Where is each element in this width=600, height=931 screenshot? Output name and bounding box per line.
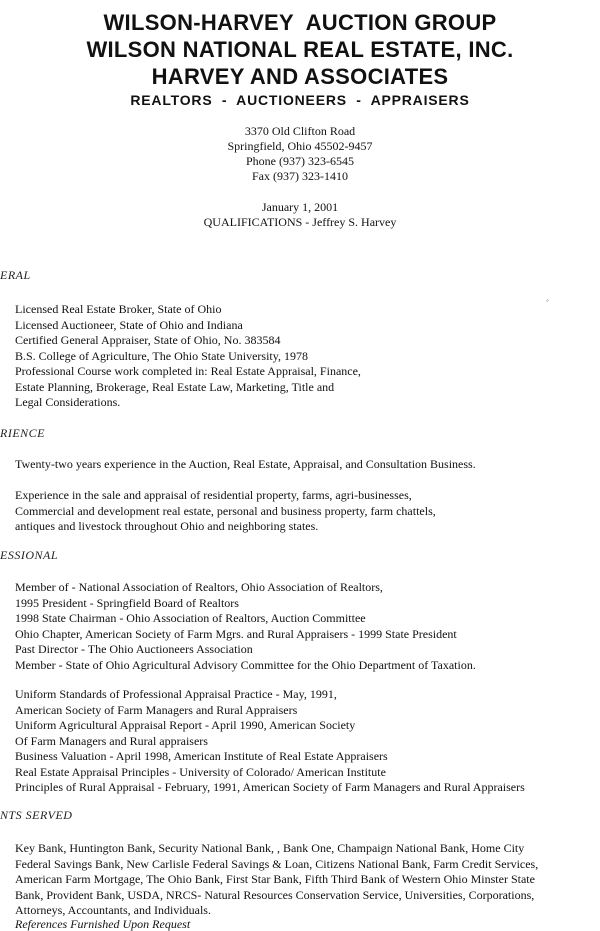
experience-summary: Twenty-two years experience in the Auction, Real Estate, Appraisal, and Consultation Business. — [15, 457, 476, 471]
professional-courses: Uniform Standards of Professional Appraisal Practice - May, 1991, American Society of Farm Managers and Rural Appraisers Uniform Agricultural Appraisal Report - April 1990, American Society Of Farm Managers and Rural appraisers Business Valuation - April 1998, American Institute of Real Estate Appraisers Real Estate Appraisal Principles - University of Colorado/ American Institute Principles of Rural Appraisal - February, 1991, American Society of Farm Managers and Rural Appraisers — [15, 687, 525, 794]
company-name-3: HARVEY AND ASSOCIATES — [151, 64, 449, 89]
experience-details: Experience in the sale and appraisal of residential property, farms, agri-businesses, Commercial and development real estate, personal and business property, farm chattels, antiques and livestock throughout Ohio and neighboring states. — [15, 488, 436, 533]
letterhead — [0, 0, 600, 109]
company-name-1: WILSON-HARVEY AUCTION GROUP — [103, 10, 497, 35]
professional-memberships: Member of - National Association of Realtors, Ohio Association of Realtors, 1995 President - Springfield Board of Realtors 1998 State Chairman - Ohio Association of Realtors, Auction Committee Ohio Chapter, American Society of Farm Mgrs. and Rural Appraisers - 1999 State President Past Director - The Ohio Auctioneers Association Member - State of Ohio Agricultural Advisory Committee for the Ohio Department of Taxation. — [15, 580, 476, 672]
address-block — [0, 124, 600, 184]
general-qualifications-list: Licensed Real Estate Broker, State of Ohio Licensed Auctioneer, State of Ohio and Indiana Certified General Appraiser, State of Ohio, No. 383584 B.S. College of Agriculture, The Ohio State University, 1978 Professional Course work completed in: Real Estate Appraisal, Finance, Estate Planning, Brokerage, Real Estate Law, Marketing, Title and Legal Considerations. — [15, 302, 361, 409]
fax-number: Fax (937) 323-1410 — [252, 169, 348, 183]
document-title: QUALIFICATIONS - Jeffrey S. Harvey — [203, 215, 397, 229]
speck-mark: ◦ — [546, 296, 549, 305]
tagline: REALTORS - AUCTIONEERS - APPRAISERS — [130, 92, 470, 108]
section-label-clients: NTS SERVED — [0, 808, 73, 822]
section-label-general: ERAL — [0, 268, 31, 282]
document-heading — [0, 200, 600, 230]
section-label-professional: ESSIONAL — [0, 548, 58, 562]
city-state-zip: Springfield, Ohio 45502-9457 — [227, 139, 373, 153]
references-note: References Furnished Upon Request — [15, 917, 191, 931]
street-address: 3370 Old Clifton Road — [244, 124, 356, 138]
document-date: January 1, 2001 — [261, 200, 339, 214]
clients-served-list: Key Bank, Huntington Bank, Security National Bank, , Bank One, Champaign National Bank, Home City Federal Savings Bank, New Carlisle Federal Savings & Loan, Citizens National Bank, Farm Credit Services, American Farm Mortgage, The Ohio Bank, First Star Bank, Fifth Third Bank of Western Ohio Minster State Bank, Provident Bank, USDA, NRCS- Natural Resources Conservation Service, Universities, Corporations, Attorneys, Accountants, and Individuals. — [15, 841, 539, 917]
section-label-experience: RIENCE — [0, 426, 45, 440]
phone-number: Phone (937) 323-6545 — [246, 154, 354, 168]
company-name-2: WILSON NATIONAL REAL ESTATE, INC. — [86, 37, 514, 62]
